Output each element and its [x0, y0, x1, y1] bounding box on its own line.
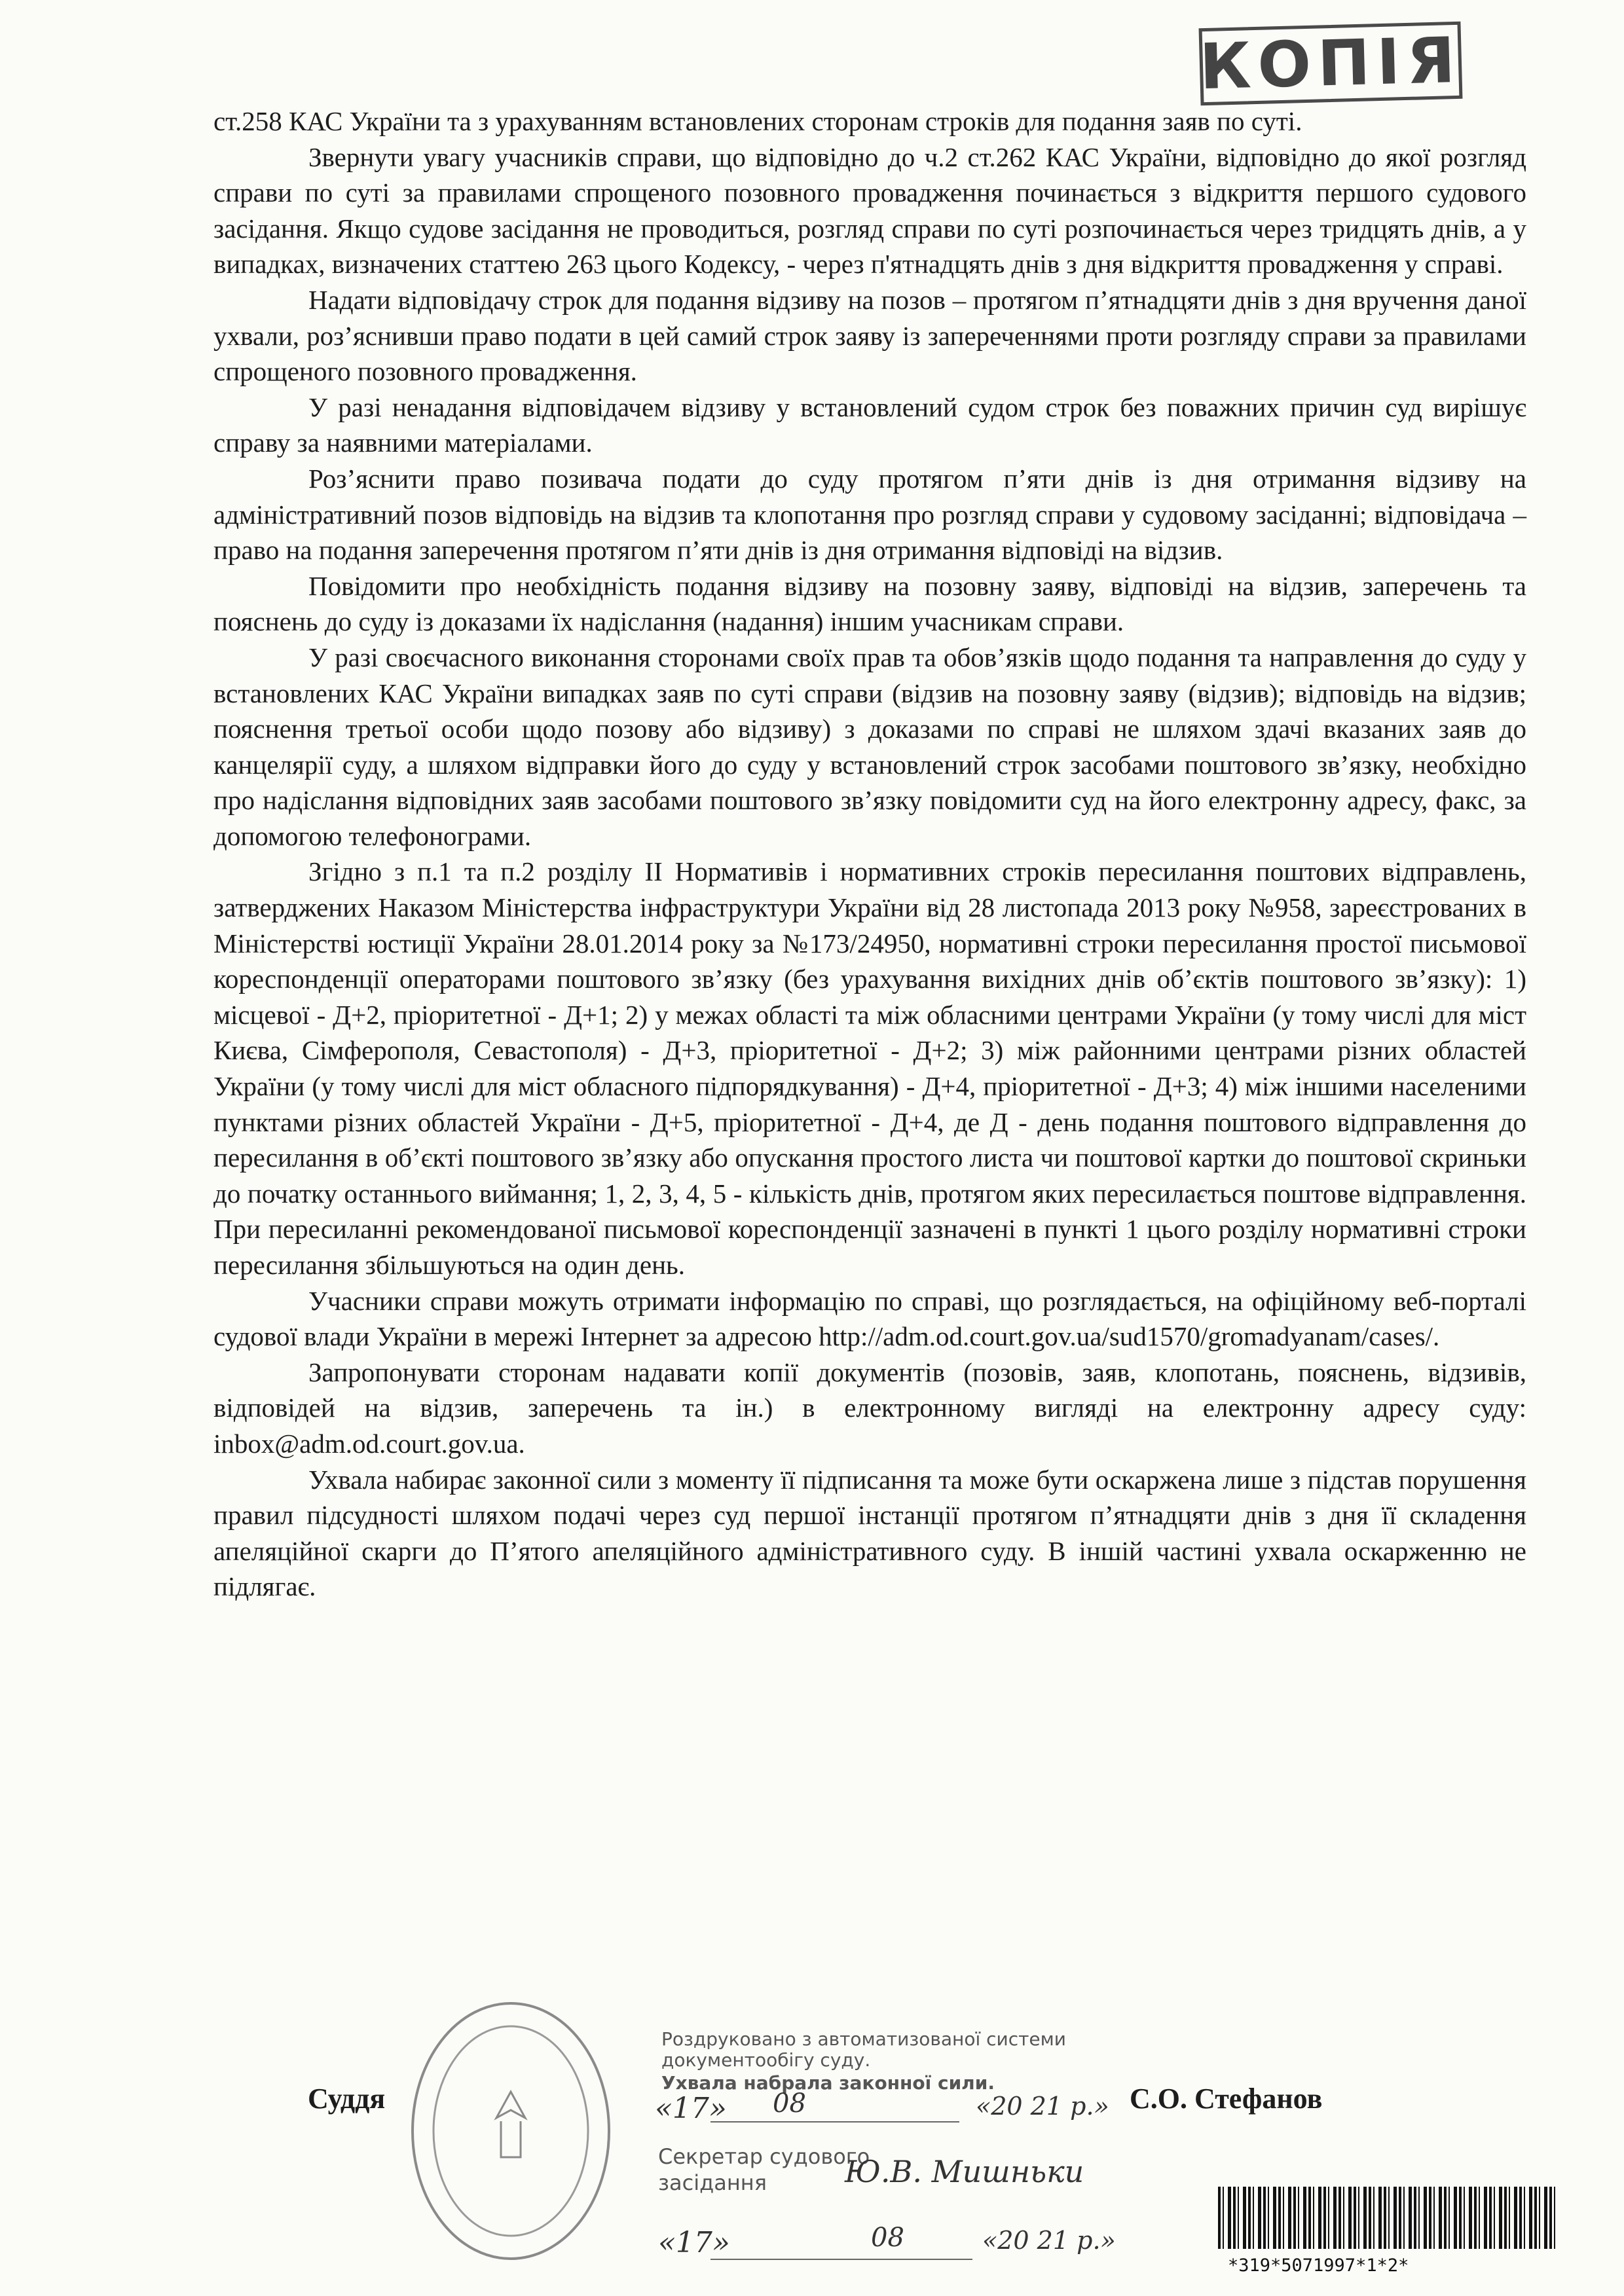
secretary-date-day: «17»	[658, 2226, 730, 2259]
paragraph: Згідно з п.1 та п.2 розділу ІІ Нормативів і нормативних строків пересилання поштових відправлень, затверджених Наказом Міністерства інфраструктури України від 28 листопада 2013 року №958, зареєстрованих в Міністерстві юстиції України 28.01.2014 року за №173/24950, нормативні строки пересилання простої письмової кореспонденції операторами поштового зв’язку (без урахування вихідних днів об’єктів поштового зв’язку): 1) місцевої - Д+2, пріоритетної - Д+1; 2) у межах області та між обласними центрами України (у тому числі для міст Києва, Сімферополя, Севастополя) - Д+3, пріоритетної - Д+2; 3) між районними центрами різних областей України (у тому числі для міст обласного підпорядкування) - Д+4, пріоритетної - Д+3; 4) між іншими населеними пунктами різних областей України - Д+5, пріоритетної - Д+4, де Д - день подання поштового відправлення до пересилання в об’єкті поштового зв’язку або опускання простого листа чи поштової картки до поштової скриньки до початку останнього виймання; 1, 2, 3, 4, 5 - кількість днів, протягом яких пересилається поштове відправлення. При пересиланні рекомендованої письмової кореспонденції зазначені в пункті 1 цього розділу нормативні строки пересилання збільшуються на один день.	[213, 856, 1526, 1280]
judge-label: Суддя	[308, 2083, 386, 2115]
secretary-date-underline	[710, 2259, 972, 2260]
secretary-label-2: засідання	[658, 2170, 767, 2195]
judge-name: С.О. Стефанов	[1130, 2083, 1323, 2115]
cert-date-year: «20 21 р.»	[976, 2092, 1109, 2121]
paragraph: Роз’яснити право позивача подати до суду протягом п’яти днів із дня отримання відзиву на адміністративний позов відповідь на відзив та клопотання про розгляд справи у судовому засіданні; відповідача – право на подання заперечення протягом п’яти днів із дня отримання відповіді на відзив.	[213, 463, 1526, 566]
cert-force-line: Ухвала набрала законної сили.	[661, 2072, 995, 2094]
secretary-label: Секретар судового	[658, 2144, 870, 2169]
copy-stamp-text: КОПІЯ	[1198, 23, 1463, 104]
ruling-text	[213, 103, 1526, 1605]
paragraph: Звернути увагу учасників справи, що відповідно до ч.2 ст.262 КАС України, відповідно до якої розгляд справи по суті за правилами спрощеного позовного провадження починається з відкриття першого судового засідання. Якщо судове засідання не проводиться, розгляд справи по суті розпочинається через тридцять днів, а у випадках, визначених статтею 263 цього Кодексу, - через п'ятнадцять днів з дня відкриття провадження у справі.	[213, 141, 1526, 280]
copy-stamp	[1199, 22, 1463, 105]
cert-date-underline	[710, 2121, 959, 2123]
court-seal	[403, 1994, 619, 2269]
paragraph: У разі своєчасного виконання сторонами своїх прав та обов’язків щодо подання та направлення до суду у встановлених КАС України випадках заяв по суті справи (відзив на позовну заяву (відзив); відповідь на відзив; пояснення третьої особи щодо позову або відзиву) з доказами по справі не шляхом здачі вказаних заяв до канцелярії суду, а шляхом відправки його до суду у встановлений строк засобами поштового зв’язку, необхідно про надіслання відповідних заяв засобами поштового зв’язку повідомити суд на його електронну адресу, факс, за допомогою телефонограми.	[213, 642, 1526, 851]
cert-date-month: 08	[773, 2088, 806, 2119]
barcode-number: *319*5071997*1*2*	[1228, 2255, 1409, 2276]
secretary-date-year: «20 21 р.»	[982, 2226, 1116, 2255]
paragraph: Повідомити про необхідність подання відзиву на позовну заяву, відповіді на відзив, заперечень та пояснень до суду із доказами їх надіслання (надання) іншим учасникам справи.	[213, 570, 1526, 637]
secretary-date-month: 08	[871, 2223, 904, 2253]
paragraph: Надати відповідачу строк для подання відзиву на позов – протягом п’ятнадцяти днів з дня вручення даної ухвали, роз’яснивши право подати в цей самий строк заяву із запереченнями проти розгляду справи за правилами спрощеного позовного провадження.	[213, 284, 1526, 387]
paragraph: ст.258 КАС України та з урахуванням встановлених сторонам строків для подання заяв по суті.	[213, 106, 1302, 136]
cert-printed-line: Роздруковано з автоматизованої системи	[661, 2028, 1066, 2050]
cert-date-day: «17»	[655, 2092, 727, 2125]
paragraph: Запропонувати сторонам надавати копії документів (позовів, заяв, клопотань, пояснень, відзивів, відповідей на відзив, заперечень та ін.) в електронному вигляді на електронну адресу суду: inbox@adm.od.court.gov.ua.	[213, 1357, 1526, 1459]
paragraph: Ухвала набирає законної сили з моменту її підписання та може бути оскаржена лише з підстав порушення правил підсудності шляхом подачі через суд першої інстанції протягом п’ятнадцяти днів з дня її складення апеляційної скарги до П’ятого апеляційного адміністративного суду. В іншій частині ухвала оскарженню не підлягає.	[213, 1464, 1526, 1602]
paragraph: Учасники справи можуть отримати інформацію по справі, що розглядається, на офіційному веб-порталі судової влади України в мережі Інтернет за адресою http://adm.od.court.gov.ua/sud1570/gromadyanam/cases/.	[213, 1285, 1526, 1352]
paragraph: У разі ненадання відповідачем відзиву у встановлений судом строк без поважних причин суд вирішує справу за наявними матеріалами.	[213, 392, 1526, 458]
cert-doc-line: документообігу суду.	[661, 2049, 871, 2071]
secretary-signature: Ю.В. Мишньки	[845, 2154, 1084, 2189]
barcode	[1218, 2187, 1559, 2249]
